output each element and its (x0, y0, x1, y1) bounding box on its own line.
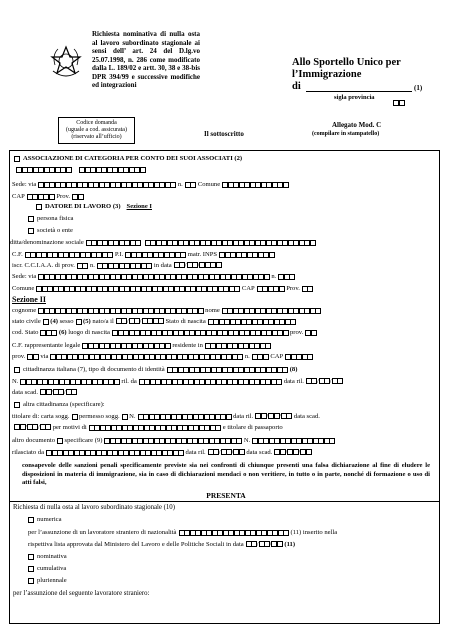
nazionalita-field[interactable] (179, 530, 289, 536)
nato-date-field[interactable]: / / (116, 318, 164, 325)
recipient-line3: di (292, 81, 301, 92)
assoc-cap-field[interactable] (27, 194, 55, 200)
societa-checkbox[interactable] (28, 228, 34, 234)
request-title: Richiesta di nulla osta al lavoro subordinato stagionale (10) (13, 504, 175, 511)
presenta-heading: PRESENTA (206, 491, 246, 500)
codice-line2: (uguale a cod. assicurata) (66, 127, 127, 133)
note-5: (5) (83, 318, 91, 325)
stato-civile-field[interactable] (43, 319, 49, 325)
data-scad-row (12, 389, 79, 396)
lista-date-field[interactable]: / / (246, 541, 283, 548)
datore-prov-field[interactable] (302, 286, 313, 292)
signer-label: Il sottoscritto (204, 130, 244, 138)
luogo-field[interactable] (112, 330, 288, 336)
permesso-data-scad-field[interactable]: / / (14, 424, 51, 431)
permesso-n-field[interactable] (138, 414, 232, 420)
cod-stato-field[interactable] (40, 330, 57, 336)
cciaa-n-field[interactable] (97, 263, 152, 269)
stato-civile-label: stato civile (12, 318, 41, 325)
datore-n-label: n. (271, 273, 277, 280)
numerica-row (28, 516, 62, 523)
stato-nascita-label: Stato di nascita (165, 318, 206, 325)
datore-prov-label: Prov. (286, 285, 300, 292)
titolare-label: titolare di: carta sogg. (12, 413, 70, 420)
pluriennale-row (28, 577, 67, 584)
citt-it-row (14, 366, 297, 373)
pluriennale-checkbox[interactable] (28, 578, 34, 584)
res-prov-field[interactable] (27, 354, 38, 360)
permesso-data-ril-field[interactable]: / / (255, 413, 292, 420)
pluriennale-label: pluriennale (37, 577, 67, 584)
per-motivi-label: per motivi di (52, 424, 87, 431)
assoc-sede-row (12, 181, 290, 188)
cciaa-label: iscr. C.C.I.A.A. di prov. (12, 262, 75, 269)
rilasciato-row (12, 449, 313, 456)
citt-it-checkbox[interactable] (14, 367, 20, 373)
seguente-label: per l’assunzione del seguente lavoratore straniero: (13, 590, 150, 597)
societa-label: società o ente (37, 227, 73, 234)
province-label: sigla provincia (334, 94, 375, 101)
ditta-field[interactable] (86, 240, 141, 246)
cf-row (12, 251, 276, 258)
numerica-label: numerica (37, 516, 62, 523)
lista-label: rispettiva lista approvata dal Ministero del Lavoro e delle Politiche Sociali in data (28, 541, 244, 548)
assoc-prov-field[interactable] (72, 194, 83, 200)
annex-note: (compilare in stampatello) (312, 131, 380, 137)
assunzione-row (28, 529, 337, 536)
res-n-label: n. (244, 353, 250, 360)
cciaa-row (12, 262, 223, 269)
carta-checkbox[interactable] (72, 414, 78, 420)
piva-label: P.I. (114, 251, 124, 258)
assoc-sede-label: Sede: via (12, 181, 37, 188)
recipient-note: (1) (414, 84, 423, 92)
data-ril-label: data ril. (283, 378, 304, 385)
codice-domanda-box (58, 117, 135, 144)
datore-comune-row (12, 285, 315, 292)
specificare-label: specificare (9) (64, 437, 103, 444)
declaration-text: consapevole delle sanzioni penali specificamente previste sia nei confronti di chiunque presenti una falsa dichiarazione al fine di eludere le disposizioni in materia di immigrazione, sia in caso di dichiarazioni mendaci o non veritiere, in tutto o in parte, nonché di formazione o uso di atti falsi, (22, 462, 430, 487)
doc-n-label: N. (12, 378, 19, 385)
datore-sede-row (12, 273, 297, 280)
persona-label: persona fisica (37, 215, 74, 222)
ril-da-field[interactable] (139, 379, 282, 385)
lista-row (28, 541, 295, 548)
res-cap-label: CAP (270, 353, 284, 360)
sezione-ii-label: Sezione II (12, 295, 46, 304)
assoc-cap-row (12, 193, 85, 200)
data-ril-field[interactable]: / / (306, 378, 343, 385)
data-scad-field[interactable]: / / (40, 389, 77, 396)
assoc-comune-label: Comune (197, 181, 221, 188)
citt-it-label: cittadinanza italiana (7), tipo di documento di identità (23, 366, 165, 373)
residente-label: residente in (172, 342, 203, 349)
recipient-line2: l’Immigrazione (292, 69, 362, 80)
motivi-row (12, 424, 283, 431)
cf-field[interactable] (25, 252, 113, 258)
cf-rapp-row (12, 342, 273, 349)
altro-data-ril-field[interactable]: / / (208, 449, 245, 456)
doc-n-field[interactable] (20, 379, 119, 385)
cf-label: C.F. (12, 251, 23, 258)
nome-field[interactable] (222, 308, 321, 314)
residente-field[interactable] (205, 343, 271, 349)
ditta-row (10, 239, 317, 246)
datore-title: DATORE DI LAVORO (3) (45, 203, 121, 210)
note-8: (8) (289, 366, 298, 373)
inps-field[interactable] (219, 252, 274, 258)
stato-civile-row (12, 318, 298, 325)
altro-n-label: N. (243, 437, 251, 444)
assunzione-label: per l’assunzione di un lavoratore straniero di nazionalità (28, 529, 177, 536)
cciaa-n-label: n. (89, 262, 95, 269)
altro-doc-row (12, 437, 337, 444)
piva-field[interactable] (125, 252, 186, 258)
cognome-field[interactable] (38, 308, 203, 314)
permesso-data-scad-label: data scad. (293, 413, 320, 420)
datore-cap-field[interactable] (257, 286, 285, 292)
recipient-line1: Allo Sportello Unico per (292, 57, 401, 68)
permesso-n-label: N. (129, 413, 136, 420)
assoc-via-field[interactable] (38, 182, 176, 188)
luogo-prov-label: prov. (290, 329, 304, 336)
numerica-checkbox[interactable] (28, 517, 34, 523)
per-motivi-field[interactable] (89, 425, 221, 431)
stato-nascita-field[interactable] (208, 319, 296, 325)
assoc-comune-field[interactable] (222, 182, 288, 188)
datore-comune-label: Comune (12, 285, 35, 292)
nominativa-checkbox[interactable] (28, 554, 34, 560)
cf-rapp-field[interactable] (82, 343, 170, 349)
assoc-checkbox[interactable] (14, 156, 20, 162)
res-prov-label: prov. (12, 353, 26, 360)
res-n-field[interactable] (252, 354, 269, 360)
rilasciato-field[interactable] (46, 450, 184, 456)
res-cap-field[interactable] (285, 354, 313, 360)
cod-stato-row (12, 329, 318, 336)
assoc-prov-label: Prov. (56, 193, 71, 200)
assoc-cap-label: CAP (12, 193, 25, 200)
res-via-field[interactable] (50, 354, 243, 360)
codice-line1: Codice domanda (76, 120, 117, 126)
nato-label: nato/a il (92, 318, 114, 325)
note-11-inserito: (11) inserito nella (290, 529, 338, 536)
sesso-label: sesso (59, 318, 74, 325)
datore-via-field[interactable] (38, 274, 269, 280)
assoc-n-label: n. (177, 181, 183, 188)
permesso-label: permesso sogg. (79, 413, 120, 420)
altra-label: altra cittadinanza (specificare): (23, 401, 105, 408)
datore-comune-field[interactable] (36, 286, 240, 292)
ril-da-label: ril. da (121, 378, 137, 385)
ditta-label: ditta/denominazione sociale (10, 239, 84, 246)
societa-row (28, 227, 73, 234)
specificare-field[interactable] (104, 438, 242, 444)
luogo-prov-field[interactable] (305, 330, 316, 336)
persona-checkbox[interactable] (28, 216, 34, 222)
passaporto-label: e titolare di passaporto (222, 424, 283, 431)
cumulativa-label: cumulativa (37, 565, 67, 572)
note-6: (6) (58, 329, 67, 336)
cciaa-data-label: in data (153, 262, 172, 269)
cciaa-prov-field[interactable] (77, 263, 88, 269)
cf-rapp-label: C.F. rappresentante legale (12, 342, 81, 349)
note-4: (4) (50, 318, 58, 325)
altra-row (14, 401, 105, 408)
datore-sede-label: Sede: via (12, 273, 37, 280)
province-field[interactable] (393, 94, 404, 112)
cognome-label: cognome (12, 307, 37, 314)
cciaa-date-field[interactable]: / / (174, 262, 222, 269)
sportello-field[interactable] (306, 91, 412, 92)
altro-doc-checkbox[interactable] (57, 438, 63, 444)
res-via-label: via (40, 353, 49, 360)
sesso-field[interactable] (76, 319, 82, 325)
assoc-name-cells[interactable] (14, 167, 147, 173)
cumulativa-checkbox[interactable] (28, 566, 34, 572)
ditta-field-2[interactable] (145, 240, 316, 246)
altra-checkbox[interactable] (14, 402, 20, 408)
assoc-title: ASSOCIAZIONE DI CATEGORIA PER CONTO DEI SUOI ASSOCIATI (2) (23, 155, 243, 162)
form-title: Richiesta nominativa di nulla osta al lavoro subordinato stagionale ai sensi dell’ art. 24 del D.lg.vo 25.07.1998, n. 286 come modificato dalla L. 189/02 e artt. 30, 38 e 38-bis DPR 394/99 e successive modifiche ed integrazioni (92, 30, 200, 89)
assoc-row (14, 155, 242, 162)
nominativa-label: nominativa (37, 553, 67, 560)
persona-row (28, 215, 73, 222)
doc-n-row (12, 378, 345, 385)
titolare-row (12, 413, 320, 420)
assoc-n-field[interactable] (185, 182, 196, 188)
permesso-checkbox[interactable] (122, 414, 128, 420)
data-scad-label: data scad. (12, 389, 38, 396)
nome-label: nome (205, 307, 220, 314)
cumulativa-row (28, 565, 66, 572)
datore-checkbox[interactable] (36, 204, 42, 210)
altro-doc-label: altro documento (12, 437, 56, 444)
res-prov-row (12, 353, 315, 360)
cod-stato-label: cod. Stato (12, 329, 39, 336)
permesso-data-ril-label: data ril. (233, 413, 254, 420)
rilasciato-label: rilasciato da (12, 449, 45, 456)
datore-cap-label: CAP (241, 285, 255, 292)
cognome-row (12, 307, 323, 314)
altro-data-scad-label: data scad. (246, 449, 273, 456)
sezione-i-label: Sezione I (126, 203, 152, 210)
note-11b: (11) (284, 541, 296, 548)
altro-n-field[interactable] (252, 438, 335, 444)
datore-row (36, 203, 152, 210)
doc-type-field[interactable] (167, 367, 288, 373)
altro-data-ril-label: data ril. (185, 449, 206, 456)
nominativa-row (28, 553, 67, 560)
emblem-logo (50, 45, 82, 79)
datore-n-field[interactable] (278, 274, 295, 280)
annex-label: Allegato Mod. C (332, 121, 382, 129)
request-box (9, 501, 440, 624)
inps-label: matr. INPS (187, 251, 218, 258)
codice-line3: (riservato all’ufficio) (71, 134, 122, 140)
luogo-label: luogo di nascita (68, 329, 110, 336)
altro-data-scad-field[interactable]: / / (274, 449, 311, 456)
